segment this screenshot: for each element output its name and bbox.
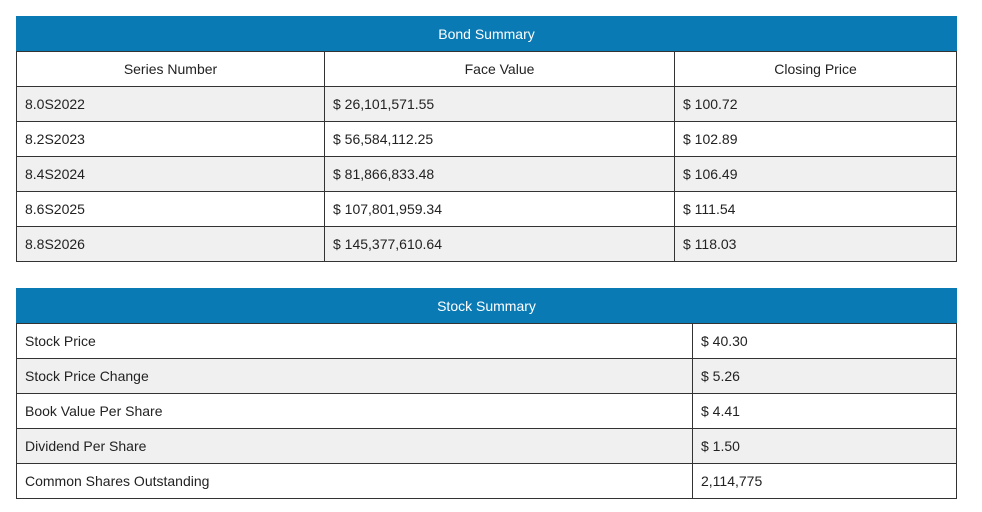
series-number-cell: 8.0S2022 (17, 87, 325, 122)
face-value-cell: $ 56,584,112.25 (325, 122, 675, 157)
bond-summary-header-row (17, 52, 957, 87)
stock-summary-title-row (17, 289, 957, 324)
series-number-cell: 8.4S2024 (17, 157, 325, 192)
metric-value-cell: 2,114,775 (693, 464, 957, 499)
table-row (17, 192, 957, 227)
metric-value-cell: $ 40.30 (693, 324, 957, 359)
closing-price-cell: $ 102.89 (675, 122, 957, 157)
metric-label-cell: Stock Price Change (17, 359, 693, 394)
column-header-closing-price: Closing Price (675, 52, 957, 87)
stock-summary-table (16, 288, 957, 499)
table-row (17, 464, 957, 499)
table-row (17, 324, 957, 359)
face-value-cell: $ 145,377,610.64 (325, 227, 675, 262)
table-row (17, 122, 957, 157)
table-row (17, 394, 957, 429)
metric-label-cell: Book Value Per Share (17, 394, 693, 429)
metric-value-cell: $ 4.41 (693, 394, 957, 429)
stock-summary-title: Stock Summary (17, 289, 957, 324)
metric-value-cell: $ 1.50 (693, 429, 957, 464)
column-header-face-value: Face Value (325, 52, 675, 87)
face-value-cell: $ 26,101,571.55 (325, 87, 675, 122)
bond-summary-table (16, 16, 957, 262)
column-header-series-number: Series Number (17, 52, 325, 87)
metric-label-cell: Stock Price (17, 324, 693, 359)
table-row (17, 157, 957, 192)
metric-label-cell: Common Shares Outstanding (17, 464, 693, 499)
bond-summary-title: Bond Summary (17, 17, 957, 52)
series-number-cell: 8.6S2025 (17, 192, 325, 227)
table-row (17, 227, 957, 262)
bond-summary-title-row (17, 17, 957, 52)
table-row (17, 359, 957, 394)
metric-label-cell: Dividend Per Share (17, 429, 693, 464)
closing-price-cell: $ 118.03 (675, 227, 957, 262)
series-number-cell: 8.8S2026 (17, 227, 325, 262)
series-number-cell: 8.2S2023 (17, 122, 325, 157)
table-row (17, 87, 957, 122)
closing-price-cell: $ 100.72 (675, 87, 957, 122)
face-value-cell: $ 81,866,833.48 (325, 157, 675, 192)
closing-price-cell: $ 111.54 (675, 192, 957, 227)
table-row (17, 429, 957, 464)
closing-price-cell: $ 106.49 (675, 157, 957, 192)
metric-value-cell: $ 5.26 (693, 359, 957, 394)
face-value-cell: $ 107,801,959.34 (325, 192, 675, 227)
